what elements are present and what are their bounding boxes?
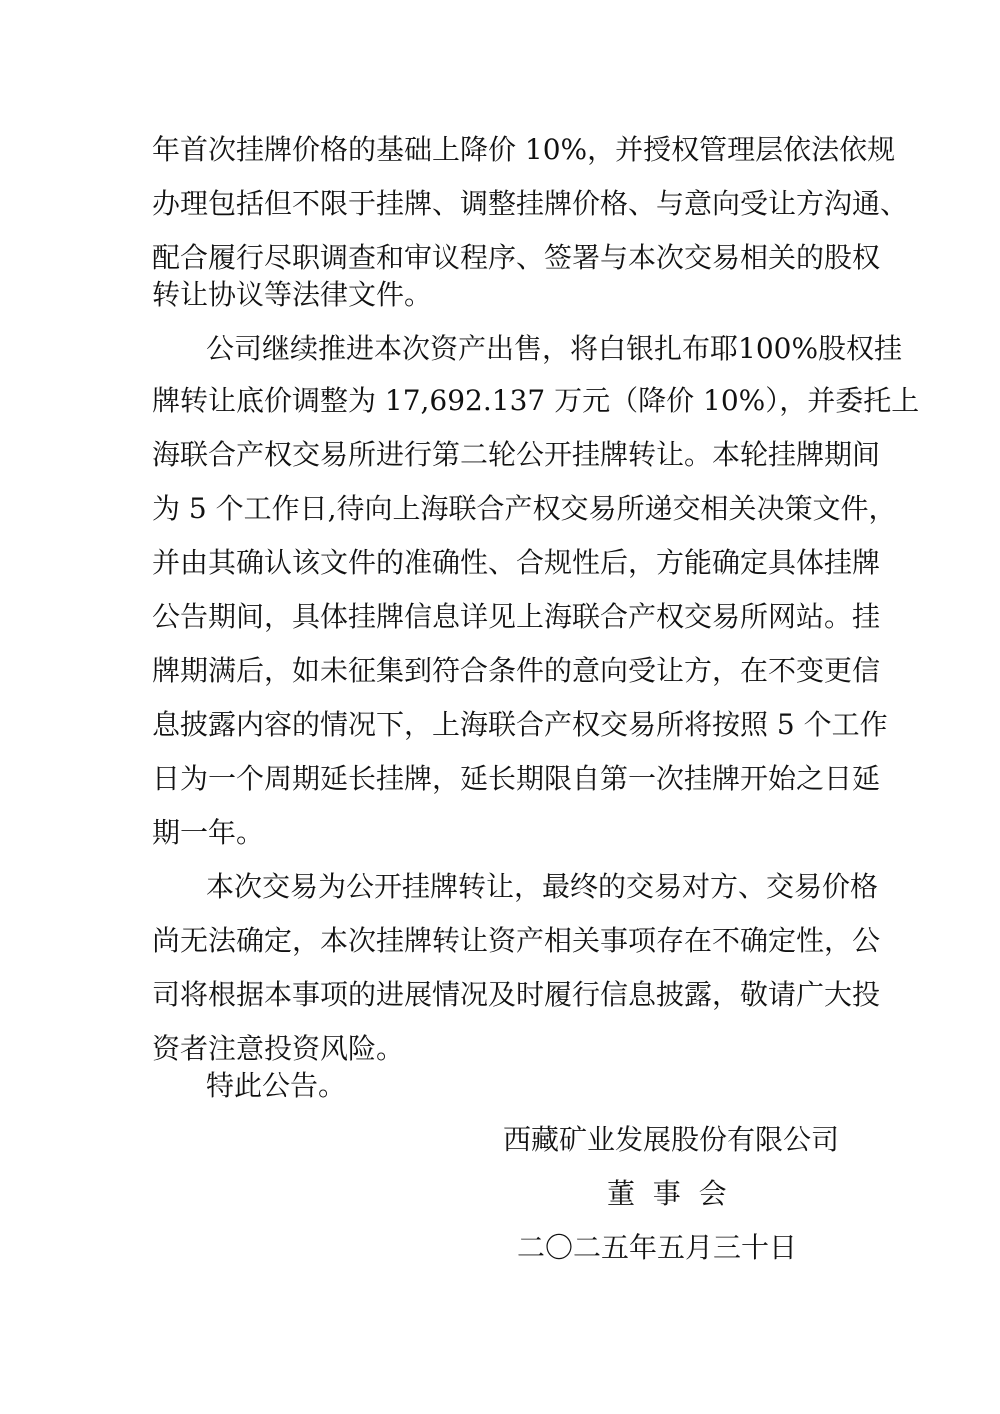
para1-line-1: 年首次挂牌价格的基础上降价 10%，并授权管理层依法依规 <box>152 133 896 166</box>
closing-text: 特此公告。 <box>206 1069 347 1102</box>
para2-line-4: 为 5 个工作日,待向上海联合产权交易所递交相关决策文件， <box>152 492 897 525</box>
para2-line-5: 并由其确认该文件的准确性、合规性后，方能确定具体挂牌 <box>152 546 881 579</box>
para3-line-2: 尚无法确定，本次挂牌转让资产相关事项存在不确定性，公 <box>152 924 881 957</box>
para2-line-8: 息披露内容的情况下，上海联合产权交易所将按照 5 个工作 <box>152 708 888 741</box>
para2-line-10: 期一年。 <box>152 816 265 849</box>
para2-line-6: 公告期间，具体挂牌信息详见上海联合产权交易所网站。挂 <box>152 600 881 633</box>
para3-line-4: 资者注意投资风险。 <box>152 1032 405 1065</box>
para3-line-3: 司将根据本事项的进展情况及时履行信息披露，敬请广大投 <box>152 978 881 1011</box>
para2-line-3: 海联合产权交易所进行第二轮公开挂牌转让。本轮挂牌期间 <box>152 438 881 471</box>
para2-line-7: 牌期满后，如未征集到符合条件的意向受让方，在不变更信 <box>152 654 881 687</box>
para3-line-1: 本次交易为公开挂牌转让，最终的交易对方、交易价格 <box>206 870 879 903</box>
company-name: 西藏矿业发展股份有限公司 <box>503 1123 840 1156</box>
para1-line-3: 配合履行尽职调查和审议程序、签署与本次交易相关的股权 <box>152 241 881 274</box>
signature-date: 二〇二五年五月三十日 <box>517 1231 798 1264</box>
para2-line-9: 日为一个周期延长挂牌，延长期限自第一次挂牌开始之日延 <box>152 762 881 795</box>
para1-line-4: 转让协议等法律文件。 <box>152 278 433 311</box>
para1-line-2: 办理包括但不限于挂牌、调整挂牌价格、与意向受让方沟通、 <box>152 187 909 220</box>
para2-line-1: 公司继续推进本次资产出售，将白银扎布耶100%股权挂 <box>206 332 903 365</box>
board-name: 董 事 会 <box>607 1177 727 1210</box>
para2-line-2: 牌转让底价调整为 17,692.137 万元（降价 10%），并委托上 <box>152 384 920 417</box>
